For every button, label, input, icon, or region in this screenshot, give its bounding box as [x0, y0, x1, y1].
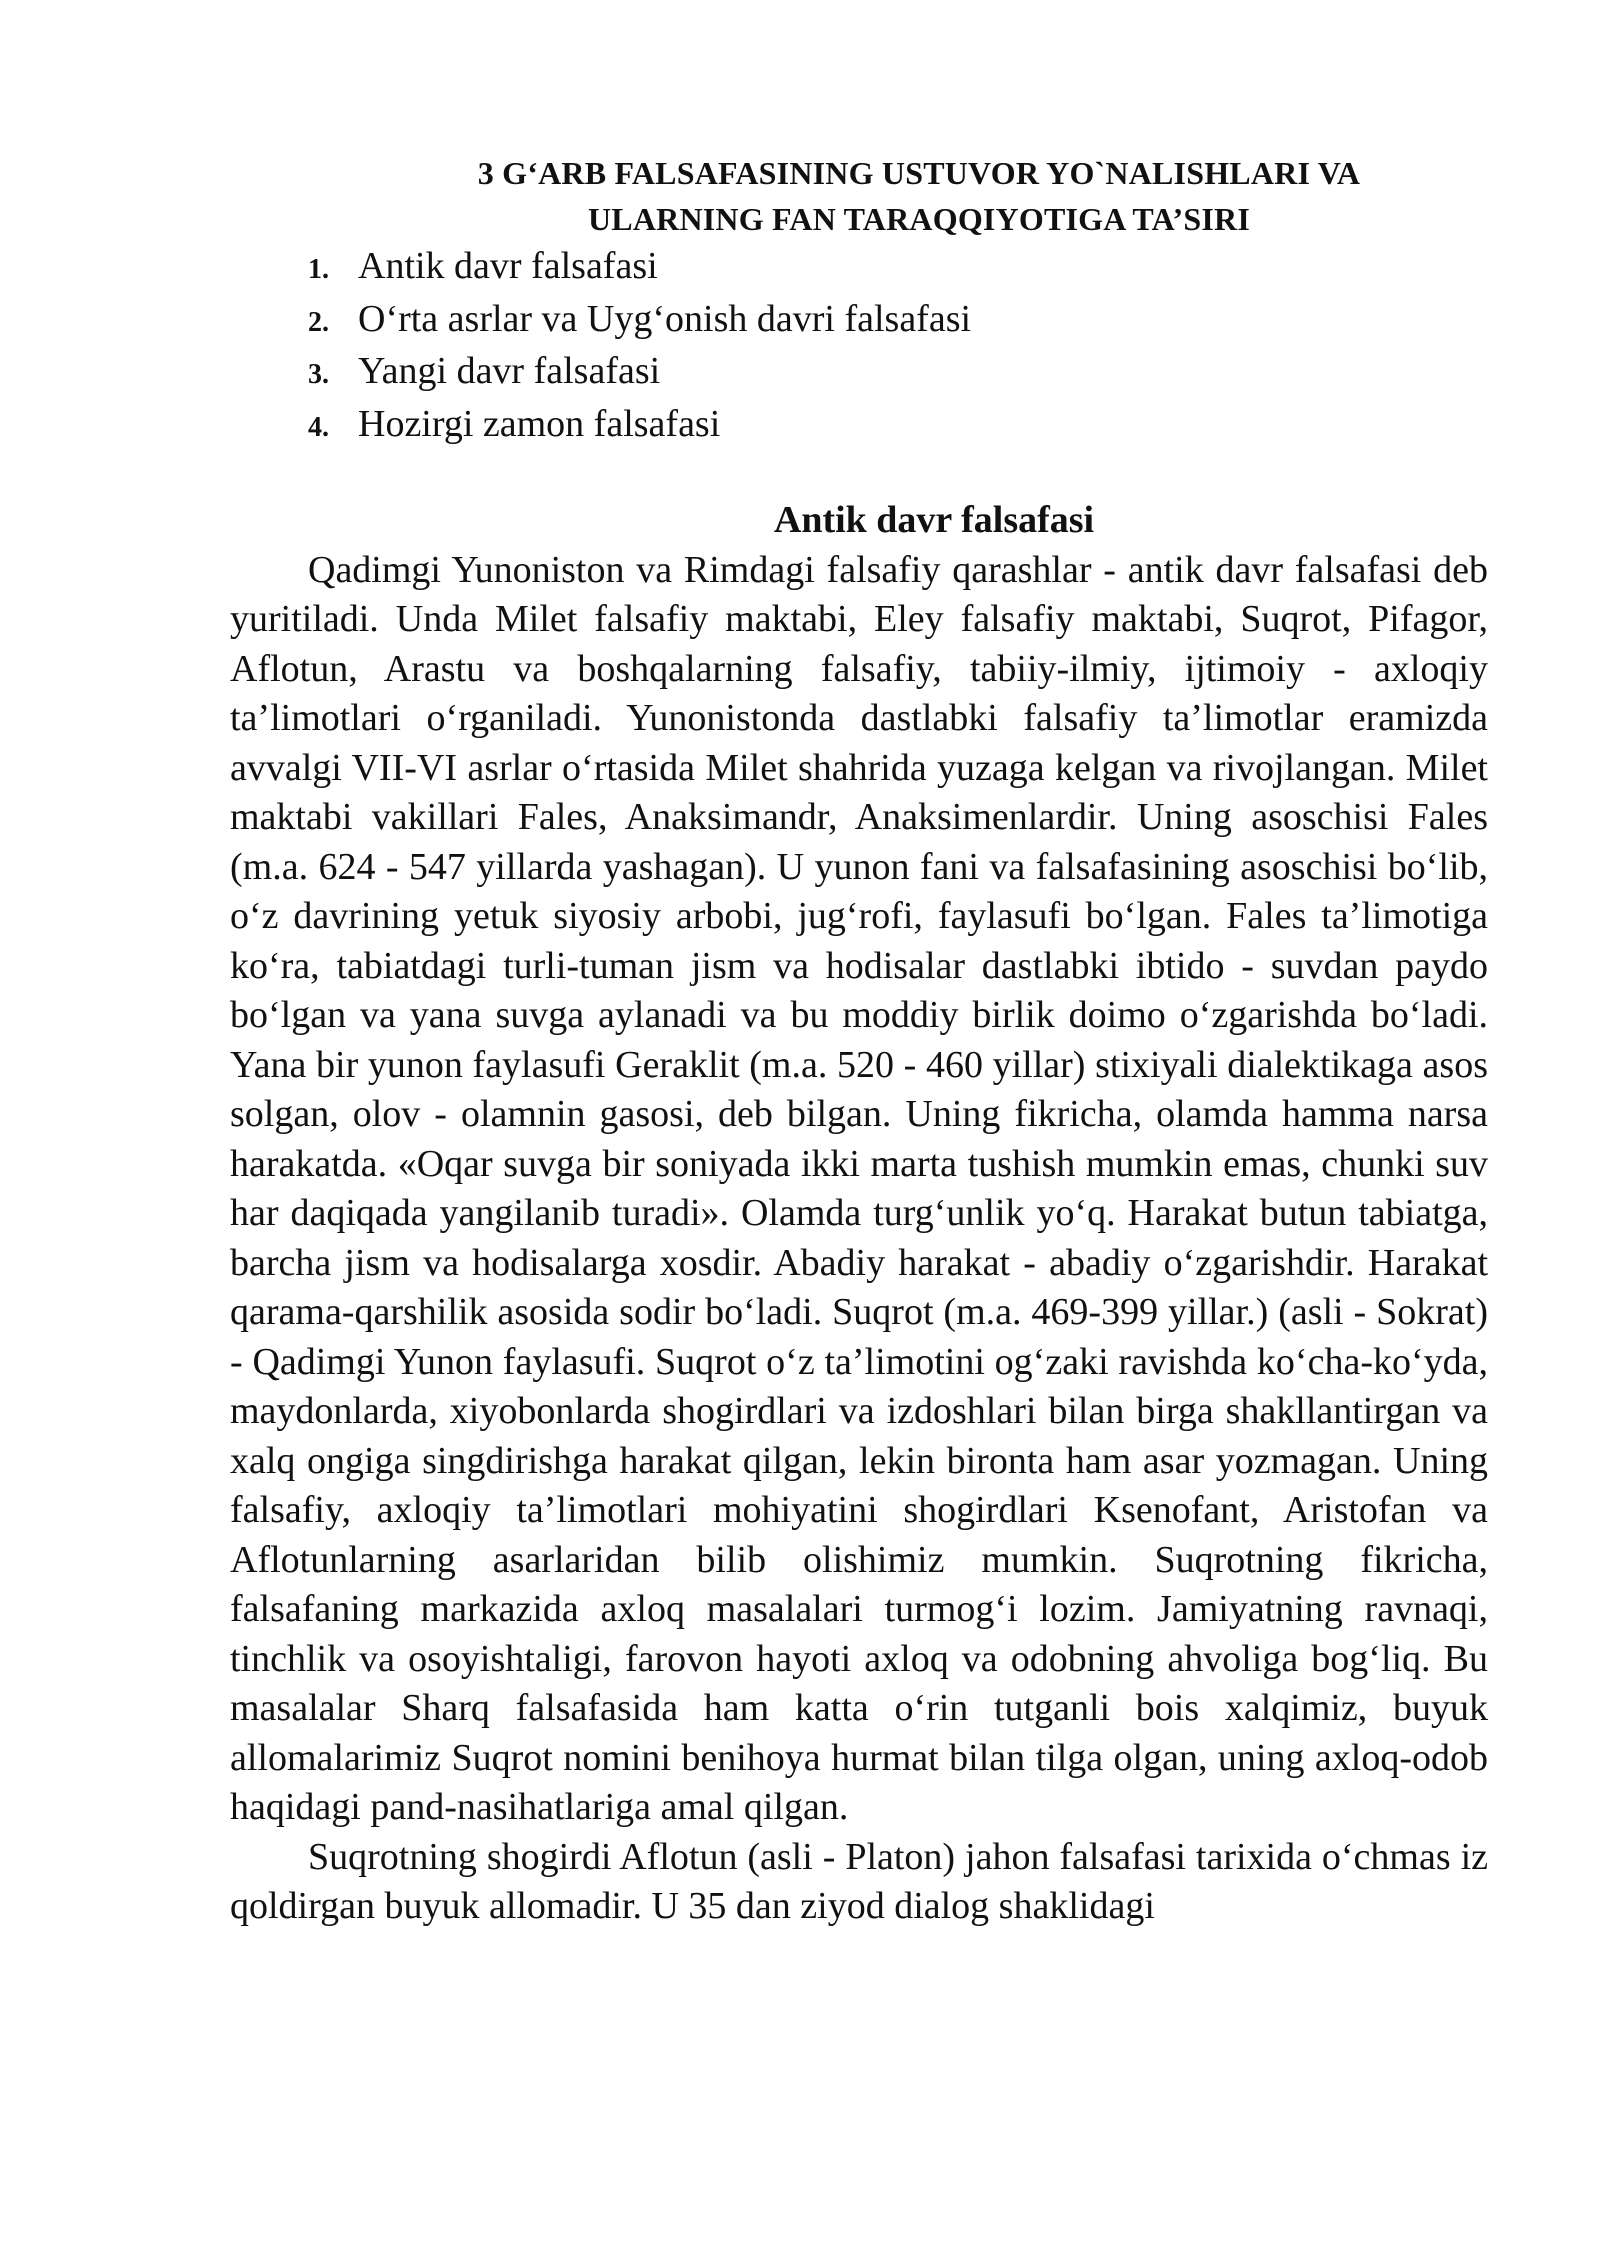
chapter-title: [230, 150, 1488, 242]
chapter-title-line-1: 3 G‘ARB FALSAFASINING USTUVOR YO`NALISHLARI VA: [477, 155, 1361, 191]
outline-number: 3.: [308, 359, 329, 390]
topic-outline: [230, 242, 1488, 452]
outline-text: Yangi davr falsafasi: [358, 350, 661, 392]
outline-text: Hozirgi zamon falsafasi: [358, 402, 721, 445]
outline-item: [308, 242, 1488, 295]
body-paragraph-2: Suqrotning shogirdi Aflotun (asli - Platon) jahon falsafasi tarixida o‘chmas iz qoldirgan buyuk allomadir. U 35 dan ziyod dialog shaklidagi: [230, 1835, 1488, 1927]
outline-number: 1.: [308, 254, 329, 285]
outline-number: 4.: [308, 411, 329, 443]
outline-number: 2.: [308, 306, 329, 338]
outline-item: [308, 347, 1488, 400]
outline-text: Antik davr falsafasi: [358, 245, 658, 287]
outline-item: [308, 295, 1488, 348]
body-paragraph-1: Qadimgi Yunoniston va Rimdagi falsafiy qarashlar - antik davr falsafasi deb yuritiladi. Unda Milet falsafiy maktabi, Eley falsafiy maktabi, Suqrot, Pifagor, Aflotun, Arastu va boshqalarning falsafiy, tabiiy-ilmiy, ijtimoiy - axloqiy ta’limotlari o‘rganiladi. Yunonistonda dastlabki falsafiy ta’limotlar eramizda avvalgi VII-VI asrlar o‘rtasida Milet shahrida yuzaga kelgan va rivojlangan. Milet maktabi vakillari Fales, Anaksimandr, Anaksimenlardir. Uning asoschisi Fales (m.a. 624 - 547 yillarda yashagan). U yunon fani va falsafasining asoschisi bo‘lib, o‘z davrining yetuk siyosiy arbobi, jug‘rofi, faylasufi bo‘lgan. Fales ta’limotiga ko‘ra, tabiatdagi turli-tuman jism va hodisalar dastlabki ibtido - suvdan paydo bo‘lgan va yana suvga aylanadi va bu moddiy birlik doimo o‘zgarishda bo‘ladi. Yana bir yunon faylasufi Geraklit (m.a. 520 - 460 yillar) stixiyali dialektikaga asos solgan, olov - olamnin gasosi, deb bilgan. Uning fikricha, olamda hamma narsa harakatda. «Oqar suvga bir soniyada ikki marta tushish mumkin emas, chunki suv har daqiqada yangilanib turadi». Olamda turg‘unlik yo‘q. Harakat butun tabiatga, barcha jism va hodisalarga xosdir. Abadiy harakat - abadiy o‘zgarishdir. Harakat qarama-qarshilik asosida sodir bo‘ladi. Suqrot (m.a. 469-399 yillar.) (asli - Sokrat) - Qadimgi Yunon faylasufi. Suqrot o‘z ta’limotini og‘zaki ravishda ko‘cha-ko‘yda, maydonlarda, xiyobonlarda shogirdlari va izdoshlari bilan birga shakllantirgan va xalq ongiga singdirishga harakat qilgan, lekin bironta ham asar yozmagan. Uning falsafiy, axloqiy ta’limotlari mohiyatini shogirdlari Ksenofant, Aristofan va Aflotunlarning asarlaridan bilib olishimiz mumkin. Suqrotning fikricha, falsafaning markazida axloq masalalari turmog‘i lozim. Jamiyatning ravnaqi, tinchlik va osoyishtaligi, farovon hayoti axloq va odobning ahvoliga bog‘liq. Bu masalalar Sharq falsafasida ham katta o‘rin tutganli bois xalqimiz, buyuk allomalarimiz Suqrot nomini benihoya hurmat bilan tilga olgan, uning axloq-odob haqidagi pand-nasihatlariga amal qilgan.: [230, 548, 1488, 1828]
outline-text: O‘rta asrlar va Uyg‘onish davri falsafasi: [358, 297, 972, 340]
section-title: Antik davr falsafasi: [773, 499, 1095, 541]
outline-item: [308, 400, 1488, 453]
chapter-title-line-2: ULARNING FAN TARAQQIYOTIGA TA’SIRI: [587, 201, 1250, 237]
document-page: [230, 150, 1488, 1932]
